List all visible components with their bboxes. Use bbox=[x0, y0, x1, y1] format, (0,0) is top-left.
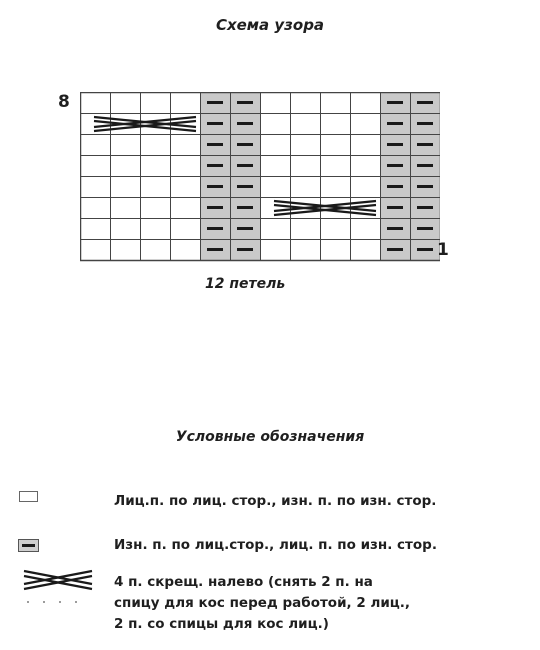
knit-cell bbox=[111, 156, 141, 177]
knit-cell bbox=[111, 135, 141, 156]
purl-dash-icon bbox=[237, 164, 253, 167]
knit-cell bbox=[81, 156, 111, 177]
stitch-count-caption: 12 петель bbox=[205, 276, 286, 292]
legend-text-purl: Изн. п. по лиц.стор., лиц. п. по изн. стор. bbox=[114, 537, 437, 553]
knit-cell bbox=[351, 135, 381, 156]
knit-cell bbox=[81, 198, 111, 219]
knit-cell bbox=[291, 114, 321, 135]
knit-cell bbox=[321, 177, 351, 198]
knit-cell bbox=[261, 177, 291, 198]
purl-dash-icon bbox=[387, 101, 403, 104]
purl-symbol-icon bbox=[18, 539, 40, 553]
knit-cell bbox=[141, 135, 171, 156]
purl-dash-icon bbox=[237, 227, 253, 230]
knit-cell bbox=[261, 93, 291, 114]
knit-cell bbox=[111, 240, 141, 261]
knit-cell bbox=[351, 93, 381, 114]
row-label-top: 8 bbox=[58, 92, 70, 112]
legend-title: Условные обозначения bbox=[175, 429, 365, 445]
purl-dash-icon bbox=[387, 227, 403, 230]
purl-dash-icon bbox=[417, 143, 433, 146]
purl-dash-icon bbox=[417, 185, 433, 188]
knit-cell bbox=[171, 177, 201, 198]
knit-cell bbox=[171, 135, 201, 156]
purl-dash-icon bbox=[207, 248, 223, 251]
legend-text-cable: 4 п. скрещ. налево (снять 2 п. на спицу для кос перед работой, 2 лиц., 2 п. со спицы для кос лиц.) bbox=[114, 574, 411, 632]
knit-cell bbox=[171, 156, 201, 177]
knit-cell bbox=[261, 240, 291, 261]
purl-dash-icon bbox=[387, 206, 403, 209]
purl-dash-icon bbox=[237, 206, 253, 209]
purl-dash-icon bbox=[417, 206, 433, 209]
knit-cell bbox=[321, 156, 351, 177]
knit-cell bbox=[171, 240, 201, 261]
knit-cell bbox=[81, 135, 111, 156]
purl-dash-icon bbox=[207, 227, 223, 230]
knit-cell bbox=[261, 114, 291, 135]
knit-cell bbox=[261, 156, 291, 177]
purl-dash-icon bbox=[417, 248, 433, 251]
knit-cell bbox=[111, 219, 141, 240]
knit-cell bbox=[141, 156, 171, 177]
purl-dash-icon bbox=[207, 122, 223, 125]
knit-cell bbox=[351, 177, 381, 198]
purl-dash-icon bbox=[387, 164, 403, 167]
knit-cell bbox=[291, 135, 321, 156]
purl-dash-icon bbox=[387, 185, 403, 188]
purl-dash-icon bbox=[417, 227, 433, 230]
legend-text-knit: Лиц.п. по лиц. стор., изн. п. по изн. стор. bbox=[114, 493, 437, 509]
knit-cell bbox=[81, 219, 111, 240]
purl-dash-icon bbox=[387, 248, 403, 251]
knit-cell bbox=[291, 240, 321, 261]
knit-cell bbox=[141, 177, 171, 198]
row-label-bottom: 1 bbox=[437, 240, 449, 260]
purl-dash-icon bbox=[417, 101, 433, 104]
knit-cell bbox=[351, 156, 381, 177]
pattern-chart bbox=[80, 92, 440, 262]
knit-cell bbox=[171, 219, 201, 240]
knit-cell bbox=[111, 93, 141, 114]
purl-dash-icon bbox=[417, 164, 433, 167]
knit-cell bbox=[321, 135, 351, 156]
knit-cell bbox=[291, 177, 321, 198]
purl-dash-icon bbox=[237, 122, 253, 125]
knit-cell bbox=[321, 114, 351, 135]
knit-symbol-icon bbox=[19, 491, 39, 503]
cable-cross-symbol-icon bbox=[22, 566, 98, 606]
knit-cell bbox=[111, 198, 141, 219]
knit-cell bbox=[141, 93, 171, 114]
knit-cell bbox=[291, 93, 321, 114]
knit-cell bbox=[141, 198, 171, 219]
knit-cell bbox=[291, 156, 321, 177]
purl-dash-icon bbox=[417, 122, 433, 125]
knit-cell bbox=[81, 177, 111, 198]
knit-cell bbox=[261, 135, 291, 156]
knit-cell bbox=[351, 240, 381, 261]
knit-cell bbox=[321, 219, 351, 240]
purl-dash-icon bbox=[207, 143, 223, 146]
purl-dash-icon bbox=[207, 164, 223, 167]
knit-cell bbox=[321, 240, 351, 261]
knit-cell bbox=[141, 219, 171, 240]
purl-dash-icon bbox=[387, 122, 403, 125]
knit-cell bbox=[141, 240, 171, 261]
knit-cell bbox=[171, 93, 201, 114]
purl-dash-icon bbox=[207, 101, 223, 104]
chart-title: Схема узора bbox=[215, 16, 325, 34]
knit-cell bbox=[171, 198, 201, 219]
knit-cell bbox=[81, 93, 111, 114]
purl-dash-icon bbox=[237, 143, 253, 146]
purl-dash-icon bbox=[207, 185, 223, 188]
purl-dash-icon bbox=[237, 248, 253, 251]
knit-cell bbox=[291, 219, 321, 240]
knit-cell bbox=[351, 219, 381, 240]
knit-cell bbox=[261, 219, 291, 240]
purl-dash-icon bbox=[237, 185, 253, 188]
purl-dash-icon bbox=[207, 206, 223, 209]
purl-dash-icon bbox=[237, 101, 253, 104]
knit-cell bbox=[111, 177, 141, 198]
knit-cell bbox=[81, 240, 111, 261]
purl-dash-icon bbox=[387, 143, 403, 146]
knit-cell bbox=[321, 93, 351, 114]
knit-cell bbox=[351, 114, 381, 135]
